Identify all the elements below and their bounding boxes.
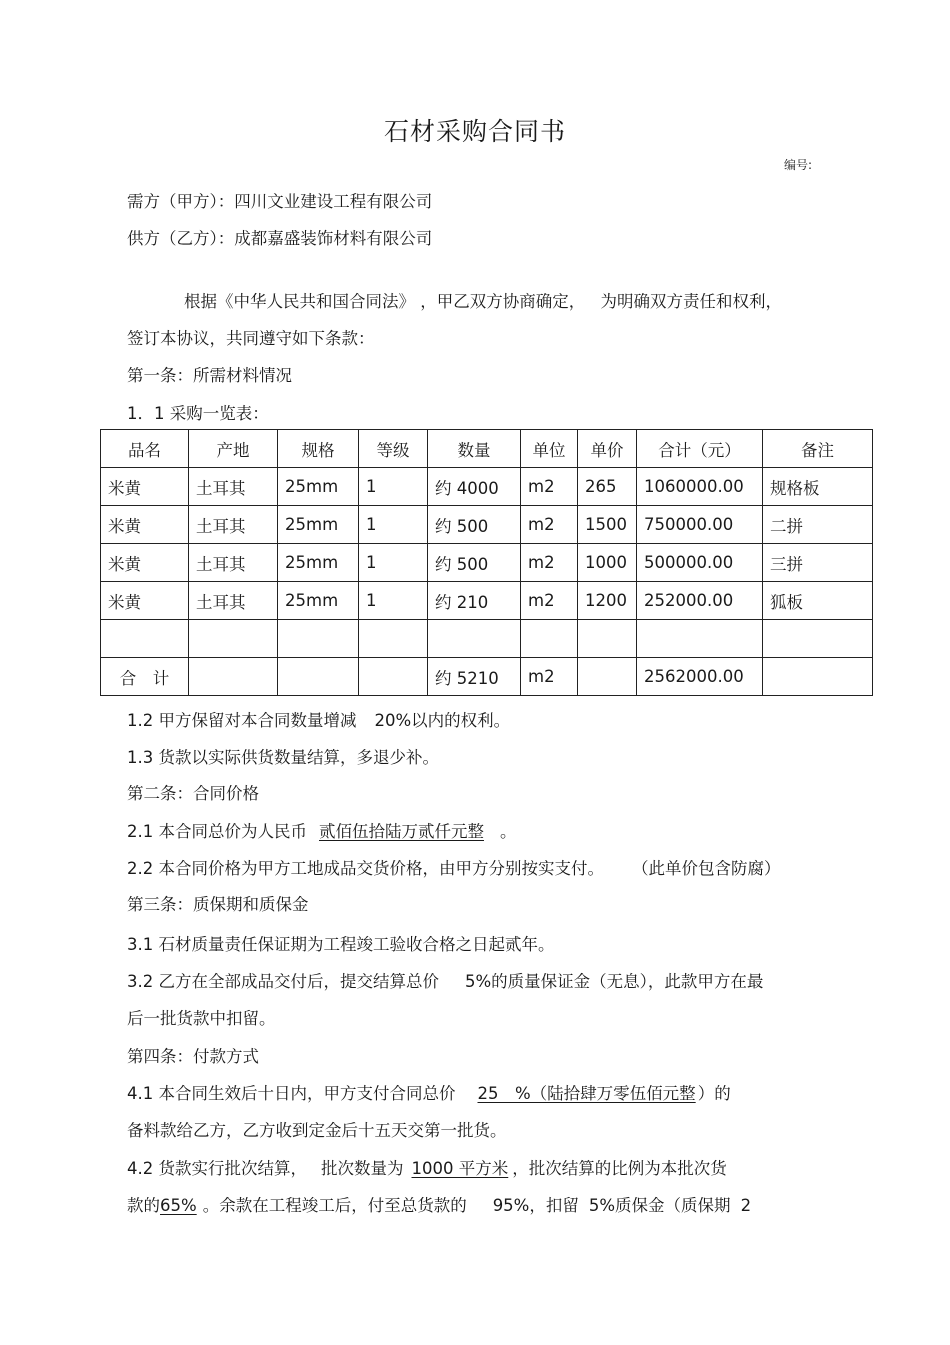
seller-name: 成都嘉盛装饰材料有限公司	[234, 229, 433, 248]
table-cell	[278, 620, 359, 658]
total-quantity: 约 5210	[428, 658, 521, 696]
table-row	[101, 544, 873, 582]
article-4-title: 第四条：付款方式	[127, 1047, 259, 1066]
clause-4-2-line-1	[127, 1155, 727, 1179]
table-cell: 265	[578, 468, 637, 506]
header-unit: 单位	[521, 430, 578, 468]
document-number-label: 编号:	[783, 158, 812, 172]
header-total: 合计（元）	[637, 430, 763, 468]
table-cell	[359, 658, 428, 696]
clause-3-1: 3.1 石材质量责任保证期为工程竣工验收合格之日起贰年。	[127, 935, 555, 954]
table-cell: 约 500	[428, 544, 521, 582]
clause-3-2-text-a: 3.2 乙方在全部成品交付后，提交结算总价	[127, 972, 439, 991]
clause-4-2-text-h: 2	[740, 1196, 752, 1215]
intro-text-c: 为明确双方责任和权利，	[600, 292, 782, 311]
table-row-empty	[101, 620, 873, 658]
clause-3-2-text-b: 5%的质量保证金（无息），此款甲方在最	[465, 972, 764, 991]
table-cell: 狐板	[763, 582, 873, 620]
buyer-label: 需方（甲方）：	[127, 192, 235, 211]
clause-4-1-text: 4.1 本合同生效后十日内，甲方支付合同总价	[127, 1084, 456, 1103]
table-cell	[189, 620, 278, 658]
table-cell: 1000	[578, 544, 637, 582]
table-cell: 米黄	[101, 506, 189, 544]
table-cell	[278, 658, 359, 696]
buyer-line	[127, 188, 432, 212]
intro-line-2: 签订本协议，共同遵守如下条款：	[127, 329, 375, 348]
table-cell	[521, 620, 578, 658]
batch-quantity: 1000 平方米	[411, 1159, 509, 1178]
buyer-name: 四川文业建设工程有限公司	[234, 192, 433, 211]
clause-4-1-line-2: 备料款给乙方，乙方收到定金后十五天交第一批货。	[127, 1121, 507, 1140]
clause-4-2-text-a: 4.2 货款实行批次结算，	[127, 1159, 307, 1178]
clause-2-1-text: 2.1 本合同总价为人民币	[127, 822, 307, 841]
total-label: 合 计	[101, 658, 189, 696]
table-cell: 1	[359, 468, 428, 506]
table-cell: 252000.00	[637, 582, 763, 620]
table-cell	[578, 658, 637, 696]
clause-4-2-text-b: 批次数量为	[321, 1159, 404, 1178]
table-cell: 米黄	[101, 468, 189, 506]
table-cell	[763, 620, 873, 658]
table-row	[101, 582, 873, 620]
advance-payment-amount: 25 %（陆拾肆万零伍佰元整	[477, 1084, 696, 1103]
clause-4-2-line-2	[127, 1192, 751, 1216]
table-cell: 25mm	[278, 468, 359, 506]
table-cell: 土耳其	[189, 506, 278, 544]
table-cell: 约 210	[428, 582, 521, 620]
clause-2-2-text: 2.2 本合同价格为甲方工地成品交货价格，由甲方分别按实支付。	[127, 859, 604, 878]
table-cell: 约 4000	[428, 468, 521, 506]
article-1-title: 第一条：所需材料情况	[127, 366, 292, 385]
table-cell: 约 500	[428, 506, 521, 544]
table-row	[101, 468, 873, 506]
table-cell: 1500	[578, 506, 637, 544]
table-cell	[189, 658, 278, 696]
clause-2-2	[127, 855, 781, 879]
table-cell: 土耳其	[189, 582, 278, 620]
clause-4-2-text-d: 款的	[127, 1196, 160, 1215]
table-cell: 1060000.00	[637, 468, 763, 506]
header-unit-price: 单价	[578, 430, 637, 468]
header-quantity: 数量	[428, 430, 521, 468]
total-price-in-words: 贰佰伍拾陆万贰仟元整	[319, 822, 484, 841]
table-cell: 规格板	[763, 468, 873, 506]
table-cell: 25mm	[278, 544, 359, 582]
table-cell: 土耳其	[189, 468, 278, 506]
clause-2-1	[127, 818, 517, 842]
table-cell	[428, 620, 521, 658]
clause-2-1-end: 。	[500, 822, 517, 841]
table-cell: m2	[521, 582, 578, 620]
header-origin: 产地	[189, 430, 278, 468]
table-cell: 1200	[578, 582, 637, 620]
header-remark: 备注	[763, 430, 873, 468]
total-amount: 2562000.00	[637, 658, 763, 696]
table-cell: 1	[359, 582, 428, 620]
table-cell	[763, 658, 873, 696]
clause-1-2	[127, 707, 510, 731]
table-cell: 25mm	[278, 506, 359, 544]
table-cell: 25mm	[278, 582, 359, 620]
table-cell: 米黄	[101, 582, 189, 620]
clause-4-2-text-c: ，批次结算的比例为本批次货	[512, 1159, 727, 1178]
clause-2-2-note: （此单价包含防腐）	[632, 859, 781, 878]
clause-1-2-text-a: 1.2 甲方保留对本合同数量增减	[127, 711, 357, 730]
clause-1-3: 1.3 货款以实际供货数量结算，多退少补。	[127, 748, 439, 767]
clause-4-1-end: ）的	[697, 1084, 731, 1103]
seller-line	[127, 225, 432, 249]
article-3-title: 第三条：质保期和质保金	[127, 895, 309, 914]
clause-4-2-text-f: 95%，扣留	[492, 1196, 579, 1215]
article-2-title: 第二条：合同价格	[127, 784, 259, 803]
table-cell: 米黄	[101, 544, 189, 582]
purchase-table	[100, 429, 873, 696]
table-row	[101, 506, 873, 544]
table-cell	[101, 620, 189, 658]
table-cell	[359, 620, 428, 658]
table-header-row	[101, 430, 873, 468]
table-cell: 1	[359, 544, 428, 582]
table-cell: 500000.00	[637, 544, 763, 582]
header-grade: 等级	[359, 430, 428, 468]
table-total-row	[101, 658, 873, 696]
seller-label: 供方（乙方）：	[127, 229, 235, 248]
table-cell: 二拼	[763, 506, 873, 544]
table-cell: 1	[359, 506, 428, 544]
clause-4-2-text-e: 。余款在工程竣工后，付至总货款的	[202, 1196, 467, 1215]
intro-line-1	[184, 288, 782, 312]
clause-1-2-text-b: 20%以内的权利。	[374, 711, 511, 730]
table-cell	[637, 620, 763, 658]
intro-text-a: 根据《中华人民共和国合同法》	[184, 292, 415, 311]
clause-4-1-line-1	[127, 1080, 731, 1104]
table-cell: m2	[521, 544, 578, 582]
clause-3-2-line-1	[127, 968, 763, 992]
table-cell: 三拼	[763, 544, 873, 582]
intro-text-b: ，甲乙双方协商确定，	[420, 292, 586, 311]
clause-3-2-line-2: 后一批货款中扣留。	[127, 1009, 276, 1028]
table-cell	[578, 620, 637, 658]
batch-settlement-ratio: 65%	[160, 1196, 197, 1215]
header-name: 品名	[101, 430, 189, 468]
table-cell: 土耳其	[189, 544, 278, 582]
header-spec: 规格	[278, 430, 359, 468]
total-unit: m2	[521, 658, 578, 696]
clause-4-2-text-g: 5%质保金（质保期	[588, 1196, 731, 1215]
document-title: 石材采购合同书	[383, 117, 566, 146]
table-cell: m2	[521, 506, 578, 544]
purchase-list-label: 1．1 采购一览表：	[127, 404, 269, 423]
table-cell: m2	[521, 468, 578, 506]
table-cell: 750000.00	[637, 506, 763, 544]
